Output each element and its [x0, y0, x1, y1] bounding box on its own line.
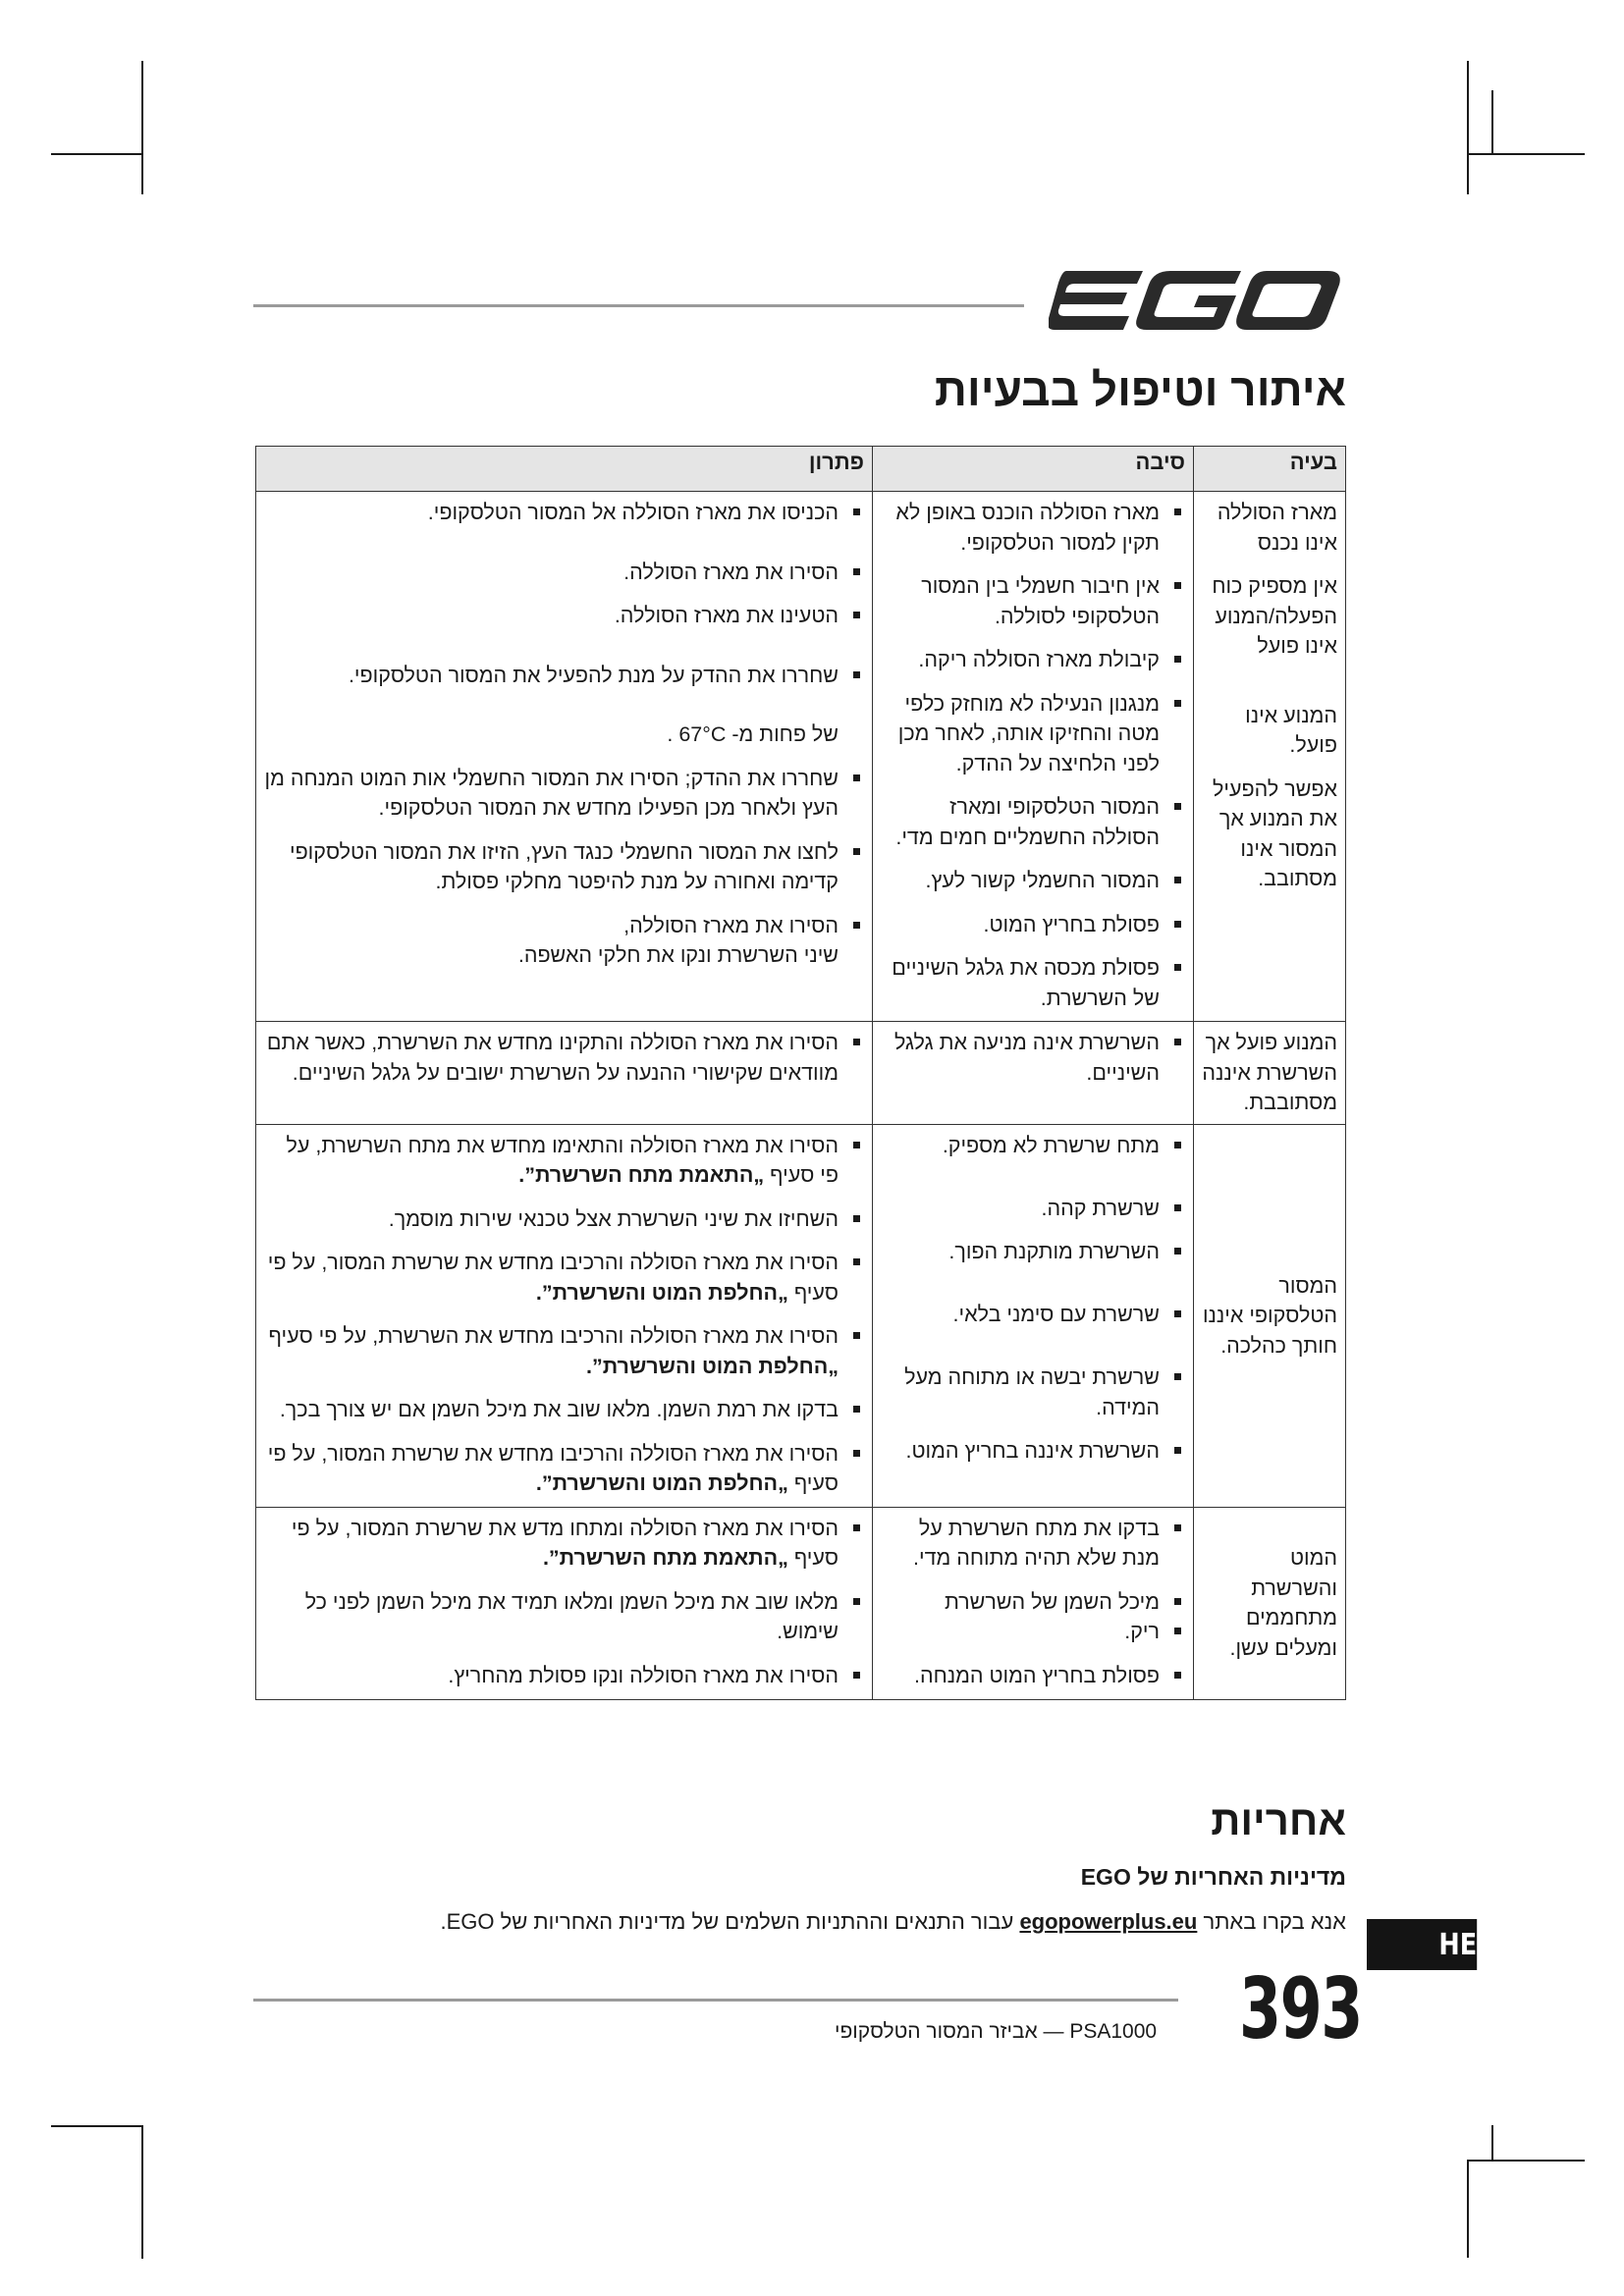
warranty-link[interactable]: egopowerplus.eu [1019, 1909, 1198, 1934]
cause-cell [873, 1124, 1194, 1507]
list-item: מיכל השמן של השרשרת [881, 1587, 1185, 1618]
solution-list [264, 1514, 864, 1691]
list-item: השרשרת אינה מניעה את גלגל השיניים. [881, 1028, 1185, 1088]
solution-list [264, 1028, 864, 1088]
crop-mark [141, 61, 143, 194]
table-row [256, 1124, 1346, 1507]
list-item: שחררו את ההדק על מנת להפעיל את המסור הטלסקופי. [264, 661, 864, 691]
cause-cell [873, 492, 1194, 1022]
list-item: לחצו את המסור החשמלי כנגד העץ, הזיזו את המסור הטלסקופי קדימה ואחורה על מנת להיפטר מחלקי פסולת. [264, 837, 864, 897]
cause-list [881, 498, 1185, 1013]
list-item: הסירו את מארז הסוללה ונקו פסולת מהחריץ. [264, 1661, 864, 1691]
list-item [264, 1514, 864, 1574]
list-item: מנגנון הנעילה לא מוחזק כלפי מטה והחזיקו אותה, לאחר מכן לפני הלחיצה על ההדק. [881, 689, 1185, 779]
solution-list [264, 498, 864, 971]
list-item [264, 1321, 864, 1381]
cause-list [881, 1514, 1185, 1691]
crop-mark [51, 153, 143, 155]
list-item: הסירו את מארז הסוללה, [264, 911, 864, 941]
solution-text: הסירו את מארז הסוללה והרכיבו מחדש את השרשרת, על פי סעיף [268, 1324, 839, 1349]
troubleshooting-table [255, 446, 1346, 1700]
list-item: שרשרת יבשה או מתוחה מעל המידה. [881, 1362, 1185, 1422]
list-item: ריק. [881, 1617, 1185, 1647]
solution-cell [256, 492, 873, 1022]
problem-text: מארז הסוללה אינו נכנס [1217, 501, 1337, 555]
warranty-text-before: אנא בקרו באתר [1203, 1909, 1346, 1934]
table-row [256, 492, 1346, 1022]
warranty-text-after: עבור התנאים וההתניות השלמים של מדיניות האחריות של EGO. [440, 1909, 1014, 1934]
cause-list [881, 1028, 1185, 1088]
table-row [256, 1507, 1346, 1699]
problem-cell [1194, 492, 1346, 1022]
footer-rule [253, 1999, 1178, 2002]
section-reference: „החלפת המוט והשרשרת”. [586, 1354, 839, 1378]
solution-text: הסירו את מארז הסוללה והרכיבו מחדש את שרשרת המסור, על פי סעיף [267, 1251, 839, 1305]
crop-mark [1467, 153, 1585, 155]
list-item: פסולת בחריץ המוט. [881, 910, 1185, 940]
solution-text: הסירו את מארז הסוללה והרכיבו מחדש את שרשרת המסור, על פי סעיף [267, 1441, 839, 1496]
header-solution: פתרון [256, 447, 873, 492]
solution-cell [256, 1022, 873, 1125]
section-reference: „החלפת המוט והשרשרת”. [535, 1471, 788, 1496]
list-item: שחררו את ההדק; הסירו את המסור החשמלי אות המוט המנחה מן העץ ולאחר מכן הפעילו מחדש את המסור הטלסקופי. [264, 764, 864, 824]
list-item: השרשרת איננה בחריץ המוט. [881, 1436, 1185, 1467]
list-item: השרשרת מותקנת הפוך. [881, 1237, 1185, 1286]
solution-cell [256, 1507, 873, 1699]
crop-mark [1467, 61, 1469, 194]
crop-mark [1491, 2125, 1493, 2161]
list-item: מתח שרשרת לא מספיק. [881, 1131, 1185, 1180]
header-problem: בעיה [1194, 447, 1346, 492]
page-number: 393 [1239, 1960, 1362, 2058]
problem-cell: המסור הטלסקופי איננו חותך כהלכה. [1194, 1124, 1346, 1507]
cause-cell [873, 1507, 1194, 1699]
crop-mark [51, 2125, 143, 2127]
solution-list [264, 1131, 864, 1499]
list-item [264, 1439, 864, 1499]
list-item: הסירו את מארז הסוללה והתקינו מחדש את השרשרת, כאשר אתם מוודאים שקישורי ההנעה על השרשרת ישובים על גלגל השיניים. [264, 1028, 864, 1088]
crop-mark [1467, 2160, 1585, 2162]
section-reference: „החלפת המוט והשרשרת”. [535, 1280, 788, 1305]
list-item: הכניסו את מארז הסוללה אל המסור הטלסקופי. [264, 498, 864, 528]
header-cause: סיבה [873, 447, 1194, 492]
table-row [256, 1022, 1346, 1125]
warranty-text [440, 1909, 1346, 1935]
list-item: פסולת בחריץ המוט המנחה. [881, 1661, 1185, 1691]
warranty-subtitle: מדיניות האחריות של EGO [1080, 1864, 1346, 1890]
ego-logo [1049, 267, 1343, 338]
list-item: פסולת מכסה את גלגל השיניים של השרשרת. [881, 953, 1185, 1013]
page-title: איתור וטיפול בבעיות [934, 364, 1346, 415]
list-item: מארז הסוללה הוכנס באופן לא תקין למסור הטלסקופי. [881, 498, 1185, 558]
solution-text: בדקו את רמת השמן. מלאו שוב את מיכל השמן אם יש צורך בכך. [279, 1398, 839, 1422]
list-item [264, 1204, 864, 1235]
header-rule [253, 304, 1024, 307]
list-item [264, 1248, 864, 1308]
cause-list [881, 1131, 1185, 1467]
problem-text: אין מספיק כוח הפעלה/המנוע אינו פועל [1212, 574, 1337, 659]
list-item [264, 1395, 864, 1425]
crop-mark [1467, 2160, 1469, 2258]
problem-text: אפשר להפעיל את המנוע אך המסור אינו מסתובב. [1213, 776, 1337, 891]
list-item: המסור הטלסקופי ומארז הסוללה החשמליים חמים מדי. [881, 792, 1185, 852]
crop-mark [1491, 90, 1493, 153]
list-item: שרשרת עם סימני בלאי. [881, 1300, 1185, 1349]
list-item: הטעינו את מארז הסוללה. [264, 601, 864, 631]
solution-text: הסירו את מארז הסוללה ומתחו מדש את שרשרת המסור, על פי סעיף [291, 1516, 839, 1571]
list-item: של פחות מ- 67°C . [667, 722, 839, 747]
solution-text: הסירו את מארז הסוללה והתאימו מחדש את מתח השרשרת, על פי סעיף [286, 1133, 839, 1188]
list-item: בדקו את מתח השרשרת על מנת שלא תהיה מתוחה מדי. [881, 1514, 1185, 1574]
problem-cell: המוט והשרשרת מתחממים ומעלים עשן. [1194, 1507, 1346, 1699]
section-reference: „התאמת מתח השרשרת”. [542, 1546, 788, 1571]
footer-text: PSA1000 — אביזר המסור הטלסקופי [835, 2020, 1158, 2043]
solution-cell [256, 1124, 873, 1507]
list-item: שיני השרשרת ונקו את חלקי האשפה. [517, 943, 839, 968]
table-header-row [256, 447, 1346, 492]
list-item: הסירו את מארז הסוללה. [264, 558, 864, 588]
solution-text: השחיזו את שיני השרשרת אצל טכנאי שירות מוסמך. [388, 1206, 839, 1231]
warranty-title: אחריות [1211, 1797, 1346, 1843]
cause-cell [873, 1022, 1194, 1125]
section-reference: „התאמת מתח השרשרת”. [518, 1163, 765, 1188]
crop-mark [141, 2125, 143, 2259]
list-item: קיבולת מארז הסוללה ריקה. [881, 645, 1185, 675]
problem-cell: המנוע פועל אך השרשרת איננה מסתובבת. [1194, 1022, 1346, 1125]
list-item [264, 1131, 864, 1191]
list-item: שרשרת קהה. [881, 1194, 1185, 1224]
list-item: מלאו שוב את מיכל השמן ומלאו תמיד את מיכל השמן לפני כל שימוש. [264, 1587, 864, 1647]
problem-text: המנוע אינו פועל. [1245, 703, 1337, 758]
language-badge: HE [1367, 1919, 1477, 1970]
list-item: המסור החשמלי קשור לעץ. [881, 866, 1185, 896]
list-item: אין חיבור חשמלי בין המסור הטלסקופי לסוללה. [881, 571, 1185, 631]
